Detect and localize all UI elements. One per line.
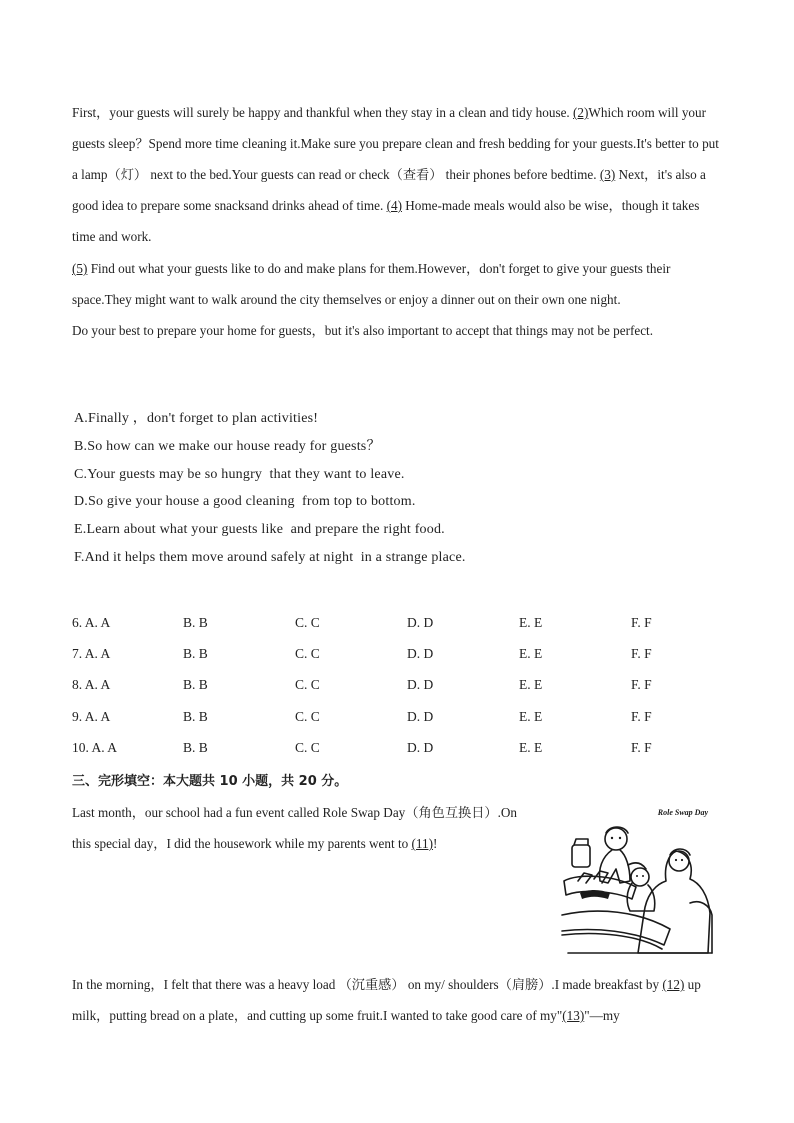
blank-4: (4) (386, 198, 402, 213)
passage-paragraph-3: Do your best to prepare your home for guests，but it's also important to accept that things may not be perfect. (72, 323, 654, 338)
passage-text: Which room will your guests sleep？Spend more time cleaning it.Make sure you prepare clean and fresh bedding for your guests.It's better to put a lamp（灯） next to the bed.Your guests can read or check（查看） their phones before bedtime. (72, 105, 719, 182)
answer-b[interactable]: B. B (183, 615, 208, 630)
answer-b[interactable]: B. B (183, 740, 208, 755)
passage-text: "—my (584, 1008, 620, 1023)
answer-d[interactable]: D. D (407, 740, 434, 755)
option-d: D.So give your house a good cleaning from top to bottom. (74, 494, 416, 510)
passage-paragraph-2 (72, 253, 724, 315)
option-e: E.Learn about what your guests like and prepare the right food. (74, 522, 445, 538)
answer-f[interactable]: F. F (631, 740, 652, 755)
option-c: C.Your guests may be so hungry that they want to leave. (74, 466, 405, 482)
answer-e[interactable]: E. E (519, 646, 543, 661)
passage-paragraph-1 (72, 97, 724, 252)
passage-text: up milk，putting bread on a plate，and cutting up some fruit.I wanted to take good care of my" (72, 977, 701, 1023)
option-f: F.And it helps them move around safely at night in a strange place. (74, 549, 466, 565)
passage-text: ! (433, 836, 438, 851)
answer-f[interactable]: F. F (631, 615, 652, 630)
answer-a[interactable]: 8. A. A (72, 677, 111, 692)
answer-c[interactable]: C. C (295, 677, 320, 692)
option-a: A.Finally ，don't forget to plan activities! (74, 411, 319, 426)
blank-12: (12) (662, 977, 685, 992)
answer-d[interactable]: D. D (407, 677, 434, 692)
answer-e[interactable]: E. E (519, 740, 543, 755)
option-list (74, 405, 466, 572)
section-heading: 三、完形填空：本大题共 10 小题，共 20 分。 (72, 774, 348, 789)
answer-b[interactable]: B. B (183, 709, 208, 724)
answer-a[interactable]: 6. A. A (72, 615, 111, 630)
answer-a[interactable]: 10. A. A (72, 740, 118, 755)
passage-text: Find out what your guests like to do and make plans for them.However，don't forget to give your guests their space.They might want to walk around the city themselves or enjoy a dinner out on their own one night. (72, 261, 671, 307)
answer-c[interactable]: C. C (295, 709, 320, 724)
passage-text: In the morning，I felt that there was a heavy load （沉重感） on my/ shoulders（肩膀）.I made breakfast by (72, 977, 663, 992)
answer-e[interactable]: E. E (519, 709, 543, 724)
answer-c[interactable]: C. C (295, 615, 320, 630)
blank-3: (3) (599, 167, 616, 182)
blank-5: (5) (72, 261, 88, 276)
answer-f[interactable]: F. F (631, 646, 652, 661)
answer-e[interactable]: E. E (519, 677, 543, 692)
answer-b[interactable]: B. B (183, 677, 208, 692)
answer-f[interactable]: F. F (631, 709, 652, 724)
answer-a[interactable]: 7. A. A (72, 646, 111, 661)
illustration-caption: Role Swap Day (657, 808, 708, 817)
answer-d[interactable]: D. D (407, 646, 434, 661)
blank-13: (13) (562, 1008, 585, 1023)
cloze-paragraph-2 (72, 969, 724, 1031)
answer-d[interactable]: D. D (407, 709, 434, 724)
passage-text: Next，it's also a good idea to prepare some snacksand drinks ahead of time. (72, 167, 706, 213)
answer-b[interactable]: B. B (183, 646, 208, 661)
passage-text: First，your guests will surely be happy and thankful when they stay in a clean and tidy house. (72, 105, 570, 120)
blank-11: (11) (411, 836, 433, 851)
blank-2: (2) (573, 105, 589, 120)
passage-text: Last month，our school had a fun event called Role Swap Day（角色互换日）.On this special day，I did the housework while my parents went to (72, 805, 517, 851)
answer-f[interactable]: F. F (631, 677, 652, 692)
role-swap-illustration (558, 803, 718, 963)
answer-a[interactable]: 9. A. A (72, 709, 111, 724)
cloze-paragraph-1 (72, 797, 527, 859)
answer-e[interactable]: E. E (519, 615, 543, 630)
option-b: B.So how can we make our house ready for guests？ (74, 438, 381, 454)
answer-c[interactable]: C. C (295, 646, 320, 661)
answer-d[interactable]: D. D (407, 615, 434, 630)
passage-text: Home-made meals would also be wise，though it takes time and work. (72, 198, 700, 244)
answer-c[interactable]: C. C (295, 740, 320, 755)
